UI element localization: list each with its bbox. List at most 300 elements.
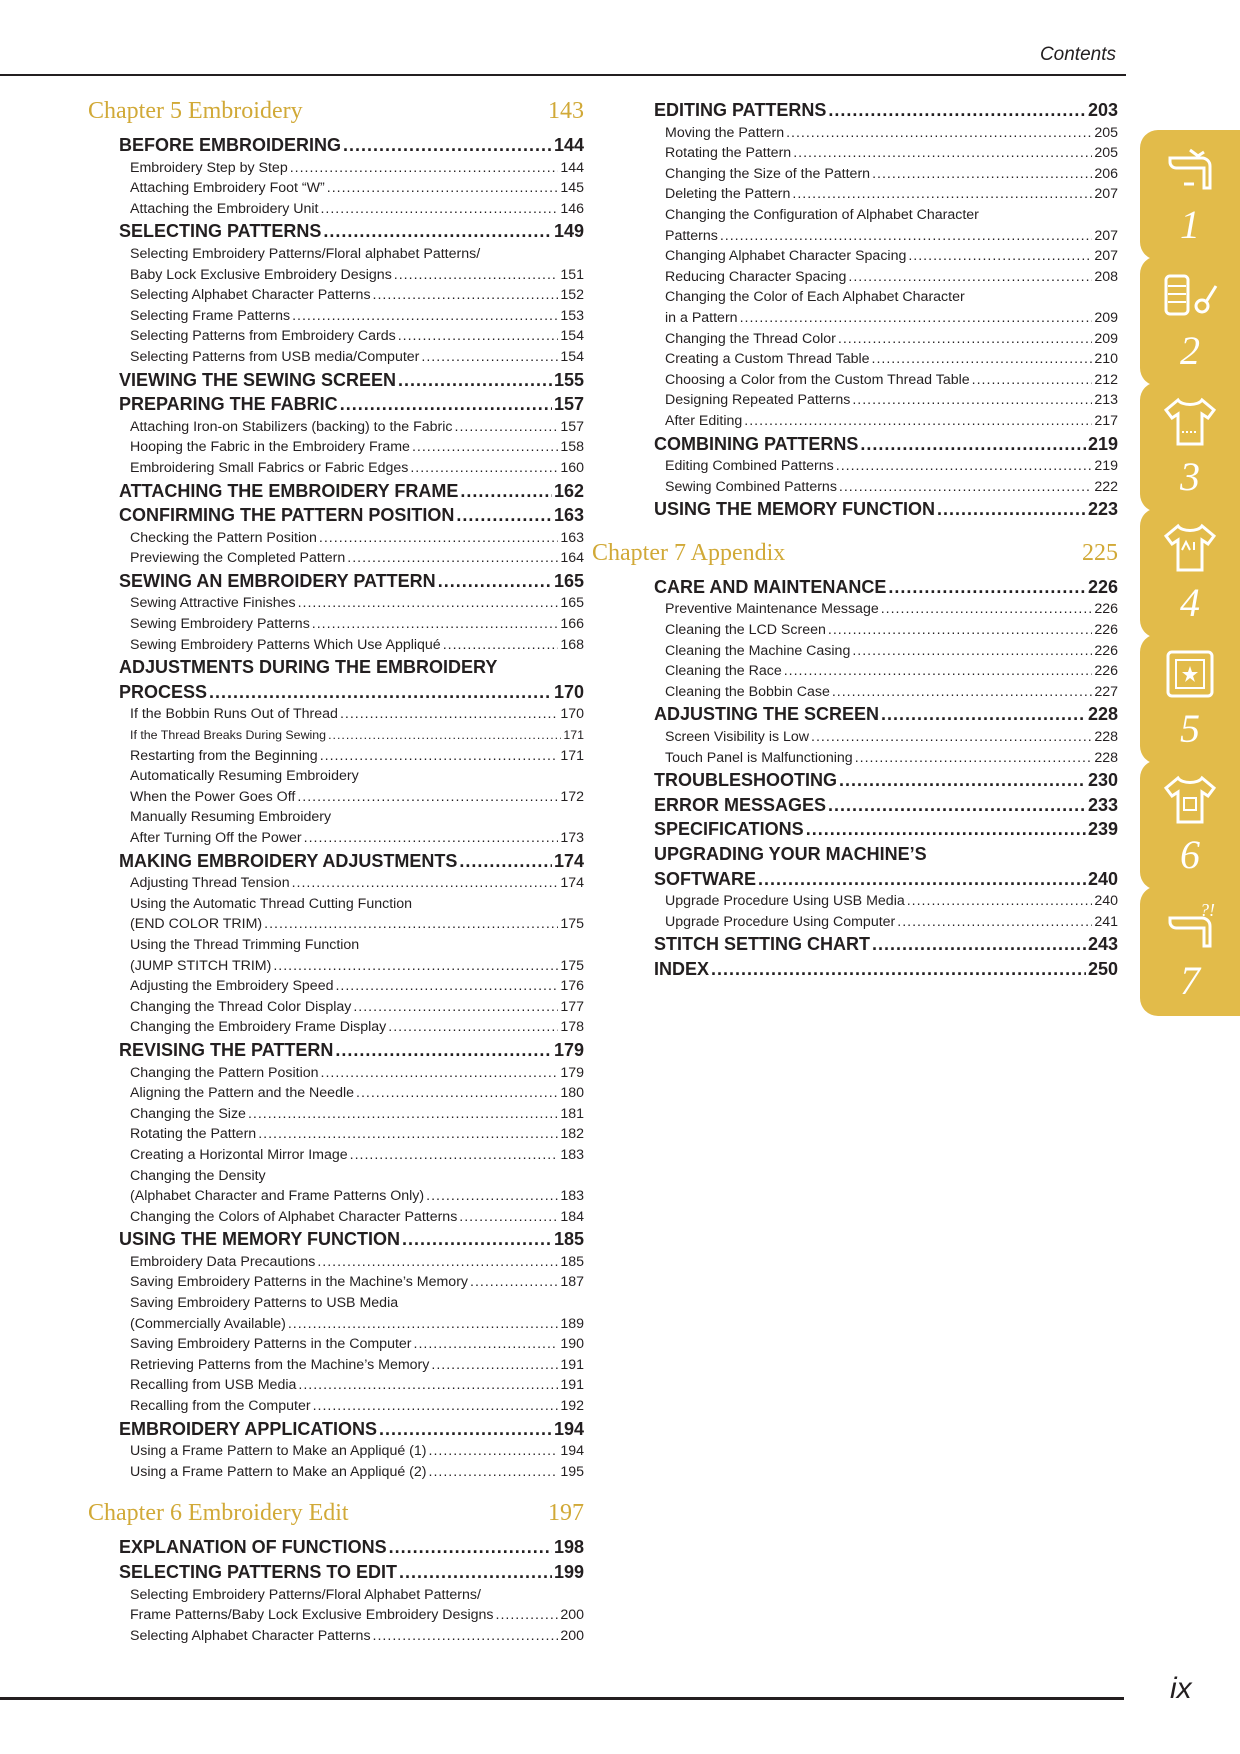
entry-page: 191 <box>560 1377 584 1394</box>
toc-entry[interactable] <box>88 1166 584 1187</box>
dot-leader <box>321 1063 559 1084</box>
dot-leader <box>388 1017 558 1038</box>
entry-page: 185 <box>553 1229 584 1250</box>
entry-page: 157 <box>553 394 584 415</box>
dot-leader <box>292 873 559 894</box>
dot-leader <box>758 867 1086 892</box>
entry-title: Manually Resuming Embroidery <box>130 809 332 826</box>
toc-section[interactable] <box>622 793 1118 818</box>
entry-title: Changing the Pattern Position <box>130 1064 319 1081</box>
entry-page: 192 <box>560 1398 584 1415</box>
dot-leader <box>312 614 559 635</box>
entry-title: Touch Panel is Malfunctioning <box>665 749 853 766</box>
entry-title: Attaching the Embroidery Unit <box>130 200 319 217</box>
toc-entry[interactable] <box>88 1355 584 1376</box>
entry-title: Creating a Custom Thread Table <box>665 351 870 368</box>
toc-entry[interactable] <box>88 1186 584 1207</box>
toc-entry[interactable] <box>88 1272 584 1293</box>
entry-title: Hooping the Fabric in the Embroidery Frame <box>130 439 410 456</box>
entry-page: 163 <box>560 529 584 546</box>
chapter-tab-1[interactable] <box>1140 130 1240 260</box>
entry-title: Upgrade Procedure Using USB Media <box>665 893 905 910</box>
dot-leader <box>832 682 1092 703</box>
toc-section[interactable] <box>88 368 584 393</box>
tab-number: 5 <box>1180 706 1200 751</box>
tab-number: 6 <box>1180 832 1200 877</box>
entry-page: 152 <box>560 287 584 304</box>
entry-title: (JUMP STITCH TRIM) <box>130 957 272 974</box>
dot-leader <box>429 1462 559 1483</box>
toc-section[interactable] <box>88 479 584 504</box>
entry-page: 207 <box>1094 186 1118 203</box>
entry-title: EDITING PATTERNS <box>654 100 827 120</box>
entry-page: 178 <box>560 1019 584 1036</box>
dot-leader <box>828 620 1092 641</box>
toc-section[interactable] <box>88 1038 584 1063</box>
toc-entry[interactable] <box>88 265 584 286</box>
entry-title: Choosing a Color from the Custom Thread Table <box>665 371 970 388</box>
dot-leader <box>908 246 1092 267</box>
dot-leader <box>740 308 1093 329</box>
entry-page: 154 <box>560 328 584 345</box>
dot-leader <box>347 548 558 569</box>
entry-page: 198 <box>553 1537 584 1558</box>
toc-entry[interactable] <box>88 766 584 787</box>
chapter-tab-3[interactable] <box>1140 382 1240 512</box>
entry-page: 219 <box>1087 433 1118 454</box>
toc-entry[interactable] <box>622 661 1118 682</box>
toc-entry[interactable] <box>88 914 584 935</box>
entry-title: Restarting from the Beginning <box>130 747 318 764</box>
toc-entry[interactable] <box>88 787 584 808</box>
entry-title: Retrieving Patterns from the Machine’s Memory <box>130 1356 430 1373</box>
dot-leader <box>806 817 1086 842</box>
dot-leader <box>848 267 1092 288</box>
toc-entry[interactable] <box>622 349 1118 370</box>
entry-title: REVISING THE PATTERN <box>119 1039 334 1060</box>
toc-entry[interactable] <box>622 164 1118 185</box>
entry-title: (Commercially Available) <box>130 1315 286 1332</box>
toc-entry[interactable] <box>88 1145 584 1166</box>
chapter-heading[interactable] <box>592 540 1118 572</box>
entry-page: 227 <box>1094 683 1118 700</box>
entry-page: 243 <box>1087 934 1118 955</box>
entry-page: 226 <box>1094 622 1118 639</box>
entry-title: Screen Visibility is Low <box>665 729 810 746</box>
dot-leader <box>323 219 552 244</box>
toc-section[interactable] <box>622 817 1118 842</box>
toc-section[interactable] <box>622 932 1118 957</box>
toc-entry[interactable] <box>622 477 1118 498</box>
entry-title: Previewing the Completed Pattern <box>130 550 346 567</box>
toc-entry[interactable] <box>88 548 584 569</box>
sewing-machine-icon <box>1160 140 1220 200</box>
toc-entry[interactable] <box>88 1334 584 1355</box>
dot-leader <box>881 599 1093 620</box>
entry-title: SOFTWARE <box>654 868 756 889</box>
entry-title: Embroidery Data Precautions <box>130 1253 316 1270</box>
entry-page: 157 <box>560 418 584 435</box>
svg-text:?!: ?! <box>1200 900 1215 920</box>
entry-title: Sewing Attractive Finishes <box>130 595 296 612</box>
toc-entry[interactable] <box>88 417 584 438</box>
toc-section[interactable] <box>622 867 1118 892</box>
toc-entry[interactable] <box>88 1626 584 1647</box>
entry-page: 226 <box>1094 601 1118 618</box>
entry-page: 191 <box>560 1356 584 1373</box>
entry-title: Saving Embroidery Patterns to USB Media <box>130 1295 399 1312</box>
entry-title: PREPARING THE FABRIC <box>119 394 338 415</box>
entry-title: Embroidery Step by Step <box>130 159 288 176</box>
header-rule <box>0 74 1126 76</box>
toc-entry[interactable] <box>88 1585 584 1606</box>
entry-page: 184 <box>560 1208 584 1225</box>
dot-leader <box>828 98 1086 123</box>
dot-leader <box>298 593 559 614</box>
dot-leader <box>711 957 1086 982</box>
entry-title: Changing the Thread Color Display <box>130 998 352 1015</box>
entry-title: Adjusting the Embroidery Speed <box>130 978 334 995</box>
shirt-edit-icon <box>1160 770 1220 830</box>
entry-page: 149 <box>553 221 584 242</box>
dot-leader <box>290 158 559 179</box>
entry-title: CARE AND MAINTENANCE <box>654 576 887 597</box>
dot-leader <box>872 349 1093 370</box>
entry-title: Selecting Alphabet Character Patterns <box>130 1627 371 1644</box>
entry-page: 168 <box>560 636 584 653</box>
entry-title: Editing Combined Patterns <box>665 458 834 475</box>
entry-page: 209 <box>1094 330 1118 347</box>
dot-leader <box>838 329 1092 350</box>
entry-title: Selecting Frame Patterns <box>130 307 291 324</box>
entry-title: Deleting the Pattern <box>665 186 791 203</box>
toc-entry[interactable] <box>88 178 584 199</box>
toc-entry[interactable] <box>88 244 584 265</box>
entry-page: 175 <box>560 916 584 933</box>
toc-entry[interactable] <box>88 828 584 849</box>
entry-title: SELECTING PATTERNS TO EDIT <box>119 1562 398 1582</box>
entry-title: When the Power Goes Off <box>130 788 296 805</box>
entry-page: 154 <box>560 348 584 365</box>
toc-entry[interactable] <box>88 199 584 220</box>
toc-entry[interactable] <box>88 894 584 915</box>
entry-title: Preventive Maintenance Message <box>665 601 879 618</box>
entry-page: 190 <box>560 1336 584 1353</box>
entry-page: 163 <box>553 505 584 526</box>
dot-leader <box>972 370 1093 391</box>
entry-page: 177 <box>560 998 584 1015</box>
chapter-heading[interactable] <box>88 98 584 130</box>
entry-title: Changing the Density <box>130 1167 266 1184</box>
toc-entry[interactable] <box>622 390 1118 411</box>
entry-page: 226 <box>1094 663 1118 680</box>
entry-title: Selecting Patterns from Embroidery Cards <box>130 328 396 345</box>
toc-section[interactable] <box>88 655 584 680</box>
dot-leader <box>288 1314 558 1335</box>
toc-entry[interactable] <box>88 1375 584 1396</box>
entry-title: Sewing Embroidery Patterns Which Use Appliqué <box>130 636 441 653</box>
chapter-title: Chapter 6 Embroidery Edit <box>88 1500 349 1527</box>
dot-leader <box>389 1535 552 1560</box>
entry-title: Reducing Character Spacing <box>665 268 847 285</box>
dot-leader <box>335 1038 552 1063</box>
toc-entry[interactable] <box>88 1104 584 1125</box>
entry-page: 199 <box>553 1562 584 1582</box>
dot-leader <box>410 458 558 479</box>
dot-leader <box>317 1252 558 1273</box>
entry-title: Designing Repeated Patterns <box>665 392 851 409</box>
entry-title: Selecting Patterns from USB media/Computer <box>130 348 420 365</box>
entry-title: COMBINING PATTERNS <box>654 433 859 454</box>
toc-entry[interactable] <box>622 205 1118 226</box>
toc-section[interactable] <box>88 219 584 244</box>
entry-title: Changing Alphabet Character Spacing <box>665 248 907 265</box>
toc-entry[interactable] <box>88 458 584 479</box>
toc-section[interactable] <box>88 1535 584 1560</box>
entry-page: 164 <box>560 550 584 567</box>
chapter-tab-4[interactable] <box>1140 508 1240 638</box>
entry-page: 233 <box>1087 794 1118 815</box>
entry-title: Sewing Embroidery Patterns <box>130 616 310 633</box>
toc-entry[interactable] <box>622 912 1118 933</box>
entry-title: Selecting Embroidery Patterns/Floral alphabet Patterns/ <box>130 245 481 262</box>
toc-entry[interactable] <box>88 1396 584 1417</box>
toc-entry[interactable] <box>622 727 1118 748</box>
entry-page: 183 <box>560 1188 584 1205</box>
entry-page: 241 <box>1094 913 1118 930</box>
entry-page: 212 <box>1094 371 1118 388</box>
toc-section[interactable] <box>88 392 584 417</box>
entry-page: 200 <box>560 1627 584 1644</box>
entry-page: 240 <box>1087 868 1118 889</box>
entry-title: Changing the Color of Each Alphabet Character <box>665 289 965 306</box>
toc-entry[interactable] <box>622 184 1118 205</box>
entry-page: 160 <box>560 459 584 476</box>
toc-section[interactable] <box>88 503 584 528</box>
dot-leader <box>872 932 1086 957</box>
toc-entry[interactable] <box>622 748 1118 769</box>
entry-title: Using a Frame Pattern to Make an Appliqué (2) <box>130 1463 427 1480</box>
toc-entry[interactable] <box>88 1207 584 1228</box>
dot-leader <box>855 748 1093 769</box>
toc-entry[interactable] <box>88 285 584 306</box>
toc-entry[interactable] <box>88 1252 584 1273</box>
dot-leader <box>839 477 1092 498</box>
toc-entry[interactable] <box>622 226 1118 247</box>
toc-entry[interactable] <box>88 1441 584 1462</box>
toc-entry[interactable] <box>88 437 584 458</box>
entry-page: 165 <box>560 595 584 612</box>
entry-title: After Turning Off the Power <box>130 830 302 846</box>
dot-leader <box>353 997 558 1018</box>
toc-entry[interactable] <box>88 1293 584 1314</box>
toc-section[interactable] <box>622 575 1118 600</box>
dot-leader <box>399 1560 552 1585</box>
entry-title: Using the Automatic Thread Cutting Function <box>130 895 413 912</box>
dot-leader <box>470 1272 558 1293</box>
toc-entry[interactable] <box>622 267 1118 288</box>
dot-leader <box>319 528 558 549</box>
chapter-tab-5[interactable] <box>1140 634 1240 764</box>
entry-title: Saving Embroidery Patterns in the Computer <box>130 1336 412 1353</box>
toc-entry[interactable] <box>622 123 1118 144</box>
toc-entry[interactable] <box>88 725 584 746</box>
dot-leader <box>398 326 559 347</box>
toc-entry[interactable] <box>622 620 1118 641</box>
toc-entry[interactable] <box>622 246 1118 267</box>
toc-section[interactable] <box>88 1227 584 1252</box>
chapter-tab-6[interactable] <box>1140 760 1240 890</box>
entry-title: Rotating the Pattern <box>130 1126 257 1143</box>
entry-title: ATTACHING THE EMBROIDERY FRAME <box>119 480 459 501</box>
entry-title: INDEX <box>654 958 710 979</box>
dot-leader <box>426 1186 558 1207</box>
chapter-heading[interactable] <box>88 1500 584 1532</box>
toc-right-column <box>592 98 1118 982</box>
toc-entry[interactable] <box>88 956 584 977</box>
toc-entry[interactable] <box>88 1605 584 1626</box>
toc-section[interactable] <box>622 768 1118 793</box>
dot-leader <box>343 133 552 158</box>
entry-page: 174 <box>560 875 584 892</box>
toc-section[interactable] <box>88 1417 584 1442</box>
toc-section[interactable] <box>622 98 1118 123</box>
toc-section[interactable] <box>88 569 584 594</box>
entry-page: 194 <box>560 1443 584 1460</box>
toc-entry[interactable] <box>88 306 584 327</box>
toc-entry[interactable] <box>88 746 584 767</box>
entry-title: Moving the Pattern <box>665 124 785 141</box>
entry-page: 205 <box>1094 124 1118 141</box>
toc-section[interactable] <box>622 497 1118 522</box>
toc-section[interactable] <box>88 849 584 874</box>
toc-entry[interactable] <box>88 614 584 635</box>
dot-leader <box>304 828 559 849</box>
toc-entry[interactable] <box>622 411 1118 432</box>
entry-title: Baby Lock Exclusive Embroidery Designs <box>130 266 392 283</box>
toc-section[interactable] <box>88 680 584 705</box>
toc-entry[interactable] <box>88 935 584 956</box>
entry-title: Cleaning the Bobbin Case <box>665 683 830 700</box>
entry-page: 175 <box>560 957 584 974</box>
chapter-tab-2[interactable] <box>1140 256 1240 386</box>
toc-entry[interactable] <box>88 704 584 725</box>
toc-entry[interactable] <box>622 641 1118 662</box>
toc-entry[interactable] <box>88 1462 584 1483</box>
entry-page: 207 <box>1094 227 1118 244</box>
toc-entry[interactable] <box>622 682 1118 703</box>
dot-leader <box>292 306 558 327</box>
toc-entry[interactable] <box>88 1124 584 1145</box>
toc-entry[interactable] <box>622 308 1118 329</box>
tab-number: 1 <box>1180 202 1200 247</box>
entry-title: Changing the Size of the Pattern <box>665 165 871 182</box>
dot-leader <box>398 368 552 393</box>
entry-title: After Editing <box>665 412 743 429</box>
toc-entry[interactable] <box>88 593 584 614</box>
entry-page: 203 <box>1087 100 1118 120</box>
entry-title: Rotating the Pattern <box>665 145 792 162</box>
entry-title: If the Thread Breaks During Sewing <box>130 728 327 743</box>
toc-entry[interactable] <box>622 287 1118 308</box>
toc-entry[interactable] <box>622 370 1118 391</box>
dot-leader <box>784 661 1093 682</box>
dot-leader <box>786 123 1092 144</box>
shirt-abc-icon <box>1160 518 1220 578</box>
entry-page: 173 <box>560 830 584 846</box>
toc-entry[interactable] <box>88 807 584 828</box>
dot-leader <box>298 1375 558 1396</box>
toc-entry[interactable] <box>88 1314 584 1335</box>
toc-entry[interactable] <box>88 347 584 368</box>
entry-page: 207 <box>1094 248 1118 265</box>
entry-title: ADJUSTING THE SCREEN <box>654 704 880 725</box>
entry-title: TROUBLESHOOTING <box>654 770 837 791</box>
entry-page: 180 <box>560 1085 584 1102</box>
entry-page: 174 <box>553 850 584 871</box>
entry-page: 144 <box>553 135 584 155</box>
chapter-title: Chapter 5 Embroidery <box>88 98 303 124</box>
thread-spool-icon <box>1160 266 1220 326</box>
entry-title: Aligning the Pattern and the Needle <box>130 1085 355 1102</box>
toc-entry[interactable] <box>622 329 1118 350</box>
dot-leader <box>811 727 1092 748</box>
entry-title: Changing the Configuration of Alphabet Character <box>665 206 979 223</box>
dot-leader <box>373 1626 559 1647</box>
entry-page: 151 <box>560 266 584 283</box>
toc-section[interactable] <box>88 1560 584 1585</box>
entry-title: Attaching Iron-on Stabilizers (backing) to the Fabric <box>130 418 453 435</box>
toc-entry[interactable] <box>88 1063 584 1084</box>
toc-entry[interactable] <box>622 599 1118 620</box>
dot-leader <box>379 1417 552 1442</box>
toc-entry[interactable] <box>622 143 1118 164</box>
toc-entry[interactable] <box>622 891 1118 912</box>
entry-page: 158 <box>560 439 584 456</box>
entry-page: 183 <box>560 1146 584 1163</box>
toc-entry[interactable] <box>88 528 584 549</box>
dot-leader <box>356 1083 558 1104</box>
toc-entry[interactable] <box>622 456 1118 477</box>
toc-section[interactable] <box>622 957 1118 982</box>
dot-leader <box>793 143 1092 164</box>
toc-entry[interactable] <box>88 997 584 1018</box>
toc-entry[interactable] <box>88 326 584 347</box>
toc-entry[interactable] <box>88 1083 584 1104</box>
toc-section[interactable] <box>622 432 1118 457</box>
toc-section[interactable] <box>88 133 584 158</box>
chapter-page: 225 <box>1082 539 1118 566</box>
toc-entry[interactable] <box>88 158 584 179</box>
dot-leader <box>248 1104 558 1125</box>
entry-title: ERROR MESSAGES <box>654 794 827 815</box>
toc-section[interactable] <box>622 702 1118 727</box>
entry-title: PROCESS <box>119 681 208 702</box>
entry-title: EXPLANATION OF FUNCTIONS <box>119 1537 387 1558</box>
toc-entry[interactable] <box>88 873 584 894</box>
entry-title: SEWING AN EMBROIDERY PATTERN <box>119 570 436 591</box>
toc-section[interactable] <box>622 842 1118 867</box>
entry-page: 226 <box>1094 642 1118 659</box>
chapter-tab-7[interactable] <box>1140 886 1240 1016</box>
chapter-title: Chapter 7 Appendix <box>592 539 786 566</box>
toc-entry[interactable] <box>88 635 584 656</box>
entry-title: Changing the Embroidery Frame Display <box>130 1019 387 1036</box>
tab-number: 3 <box>1180 454 1200 499</box>
toc-entry[interactable] <box>88 976 584 997</box>
toc-entry[interactable] <box>88 1017 584 1038</box>
entry-title: Checking the Pattern Position <box>130 529 317 546</box>
